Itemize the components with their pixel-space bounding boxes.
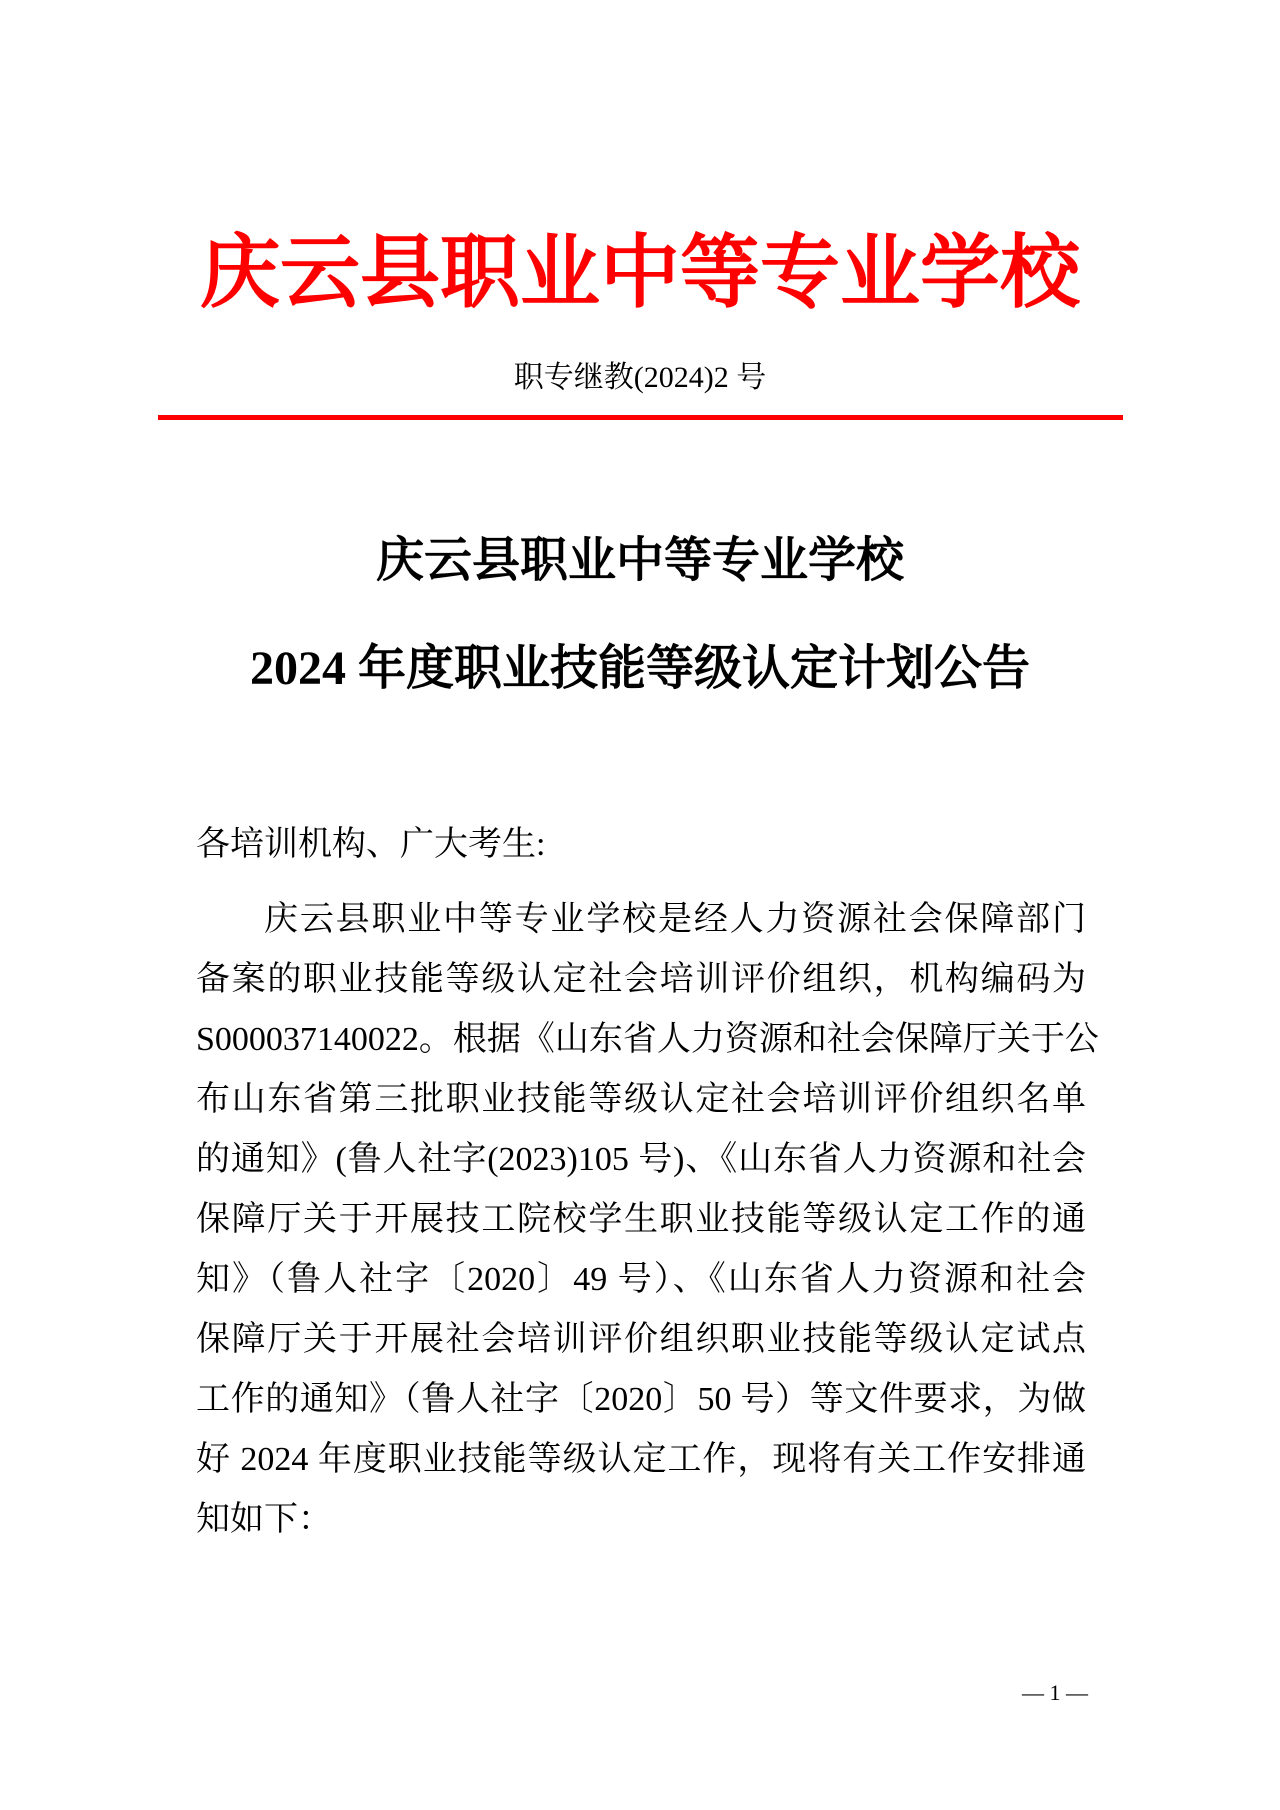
document-reference-number: 职专继教(2024)2 号 — [513, 361, 767, 394]
body-line: 庆云县职业中等专业学校是经人力资源社会保障部门 — [264, 901, 1086, 938]
body-line: 好 2024 年度职业技能等级认定工作，现将有关工作安排通 — [196, 1441, 1086, 1478]
body-line: 工作的通知》（鲁人社字〔2020〕50 号）等文件要求，为做 — [196, 1381, 1086, 1418]
body-line: 知》（鲁人社字〔2020〕49 号）、《山东省人力资源和社会 — [196, 1261, 1086, 1298]
document-body — [196, 815, 1099, 1550]
body-line: S000037140022。根据《山东省人力资源和社会保障厅关于公 — [196, 1021, 1099, 1058]
salutation-line: 各培训机构、广大考生: — [196, 826, 546, 863]
body-line: 知如下： — [196, 1501, 332, 1538]
document-title-line1: 庆云县职业中等专业学校 — [375, 534, 904, 587]
document-title-line2: 2024 年度职业技能等级认定计划公告 — [249, 642, 1030, 695]
body-line: 备案的职业技能等级认定社会培训评价组织，机构编码为 — [196, 961, 1086, 998]
body-line: 保障厅关于开展技工院校学生职业技能等级认定工作的通 — [196, 1201, 1086, 1238]
letterhead-divider-rule — [158, 415, 1123, 420]
letterhead-title: 庆云县职业中等专业学校 — [200, 230, 1080, 318]
body-line: 布山东省第三批职业技能等级认定社会培训评价组织名单 — [196, 1081, 1086, 1118]
page-number: — 1 — — [1022, 1680, 1088, 1705]
body-line: 保障厅关于开展社会培训评价组织职业技能等级认定试点 — [196, 1321, 1086, 1358]
body-paragraph — [196, 890, 1099, 1550]
body-line: 的通知》(鲁人社字(2023)105 号)、《山东省人力资源和社会 — [196, 1141, 1086, 1178]
